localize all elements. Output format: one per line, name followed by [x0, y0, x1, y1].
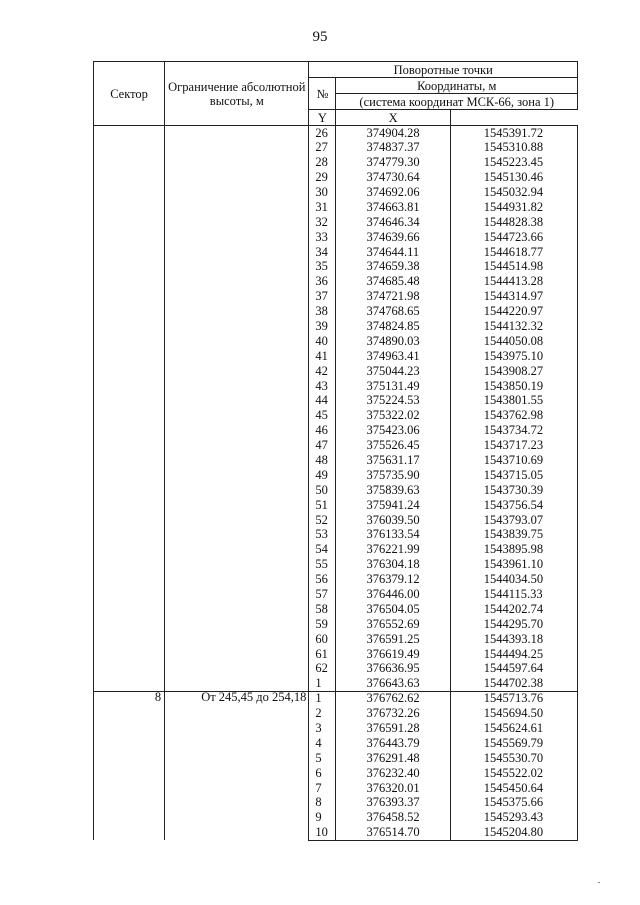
x-coordinate-cell: 1544702.38 [450, 676, 577, 691]
x-coordinate-cell: 1545569.79 [450, 736, 577, 751]
y-coordinate-cell: 376732.26 [336, 706, 450, 721]
x-coordinate-cell: 1543793.07 [450, 513, 577, 528]
point-number-cell: 29 [309, 170, 336, 185]
limit-header: Ограничение абсолютной высоты, м [165, 62, 309, 126]
x-coordinate-cell: 1545522.02 [450, 766, 577, 781]
point-number-cell: 52 [309, 513, 336, 528]
point-number-cell: 30 [309, 185, 336, 200]
y-coordinate-cell: 375839.63 [336, 483, 450, 498]
y-coordinate-cell: 374963.41 [336, 349, 450, 364]
x-coordinate-cell: 1545694.50 [450, 706, 577, 721]
point-number-cell: 6 [309, 766, 336, 781]
point-number-cell: 47 [309, 438, 336, 453]
point-number-cell: 3 [309, 721, 336, 736]
x-coordinate-cell: 1545530.70 [450, 751, 577, 766]
table-row [94, 691, 578, 706]
x-coordinate-cell: 1545375.66 [450, 796, 577, 811]
point-number-cell: 61 [309, 647, 336, 662]
point-number-cell: 60 [309, 632, 336, 647]
x-coordinate-cell: 1543756.54 [450, 498, 577, 513]
x-coordinate-cell: 1545310.88 [450, 140, 577, 155]
table-body [94, 126, 578, 841]
y-coordinate-cell: 375941.24 [336, 498, 450, 513]
sector-header: Сектор [94, 62, 165, 126]
y-coordinate-cell: 376232.40 [336, 766, 450, 781]
x-coordinate-cell: 1544295.70 [450, 617, 577, 632]
x-coordinate-cell: 1544413.28 [450, 274, 577, 289]
x-coordinate-cell: 1544314.97 [450, 289, 577, 304]
point-number-cell: 38 [309, 304, 336, 319]
number-header: № [309, 78, 336, 110]
x-coordinate-cell: 1543908.27 [450, 364, 577, 379]
y-coordinate-cell: 374837.37 [336, 140, 450, 155]
point-number-cell: 44 [309, 394, 336, 409]
coordinates-table [93, 61, 578, 841]
y-coordinate-cell: 375631.17 [336, 453, 450, 468]
y-coordinate-cell: 376636.95 [336, 662, 450, 677]
sector-cell [94, 126, 165, 692]
x-coordinate-cell: 1543839.75 [450, 528, 577, 543]
point-number-cell: 51 [309, 498, 336, 513]
point-number-cell: 5 [309, 751, 336, 766]
y-coordinate-cell: 374685.48 [336, 274, 450, 289]
point-number-cell: 9 [309, 810, 336, 825]
y-coordinate-cell: 374644.11 [336, 245, 450, 260]
point-number-cell: 1 [309, 691, 336, 706]
y-coordinate-cell: 375131.49 [336, 379, 450, 394]
x-coordinate-cell: 1544828.38 [450, 215, 577, 230]
x-coordinate-cell: 1545223.45 [450, 155, 577, 170]
sector-cell: 8 [94, 691, 165, 840]
point-number-cell: 54 [309, 542, 336, 557]
point-number-cell: 4 [309, 736, 336, 751]
y-coordinate-cell: 376458.52 [336, 810, 450, 825]
x-coordinate-cell: 1545713.76 [450, 691, 577, 706]
y-coordinate-cell: 374768.65 [336, 304, 450, 319]
y-coordinate-cell: 374890.03 [336, 334, 450, 349]
scan-speck [598, 882, 600, 883]
y-coordinate-cell: 375735.90 [336, 468, 450, 483]
y-coordinate-cell: 376762.62 [336, 691, 450, 706]
y-coordinate-cell: 376039.50 [336, 513, 450, 528]
y-coordinate-cell: 376393.37 [336, 796, 450, 811]
y-coordinate-cell: 374904.28 [336, 126, 450, 141]
point-number-cell: 45 [309, 408, 336, 423]
point-number-cell: 10 [309, 825, 336, 840]
point-number-cell: 32 [309, 215, 336, 230]
x-coordinate-cell: 1544931.82 [450, 200, 577, 215]
y-coordinate-cell: 375224.53 [336, 394, 450, 409]
point-number-cell: 40 [309, 334, 336, 349]
x-coordinate-cell: 1543710.69 [450, 453, 577, 468]
x-coordinate-cell: 1544050.08 [450, 334, 577, 349]
point-number-cell: 35 [309, 260, 336, 275]
point-number-cell: 42 [309, 364, 336, 379]
x-coordinate-cell: 1545624.61 [450, 721, 577, 736]
y-coordinate-cell: 375423.06 [336, 423, 450, 438]
x-coordinate-cell: 1544034.50 [450, 572, 577, 587]
x-coordinate-cell: 1544723.66 [450, 230, 577, 245]
y-coordinate-cell: 374721.98 [336, 289, 450, 304]
point-number-cell: 7 [309, 781, 336, 796]
point-number-cell: 46 [309, 423, 336, 438]
point-number-cell: 56 [309, 572, 336, 587]
x-coordinate-cell: 1544202.74 [450, 602, 577, 617]
x-coordinate-cell: 1545391.72 [450, 126, 577, 141]
x-coordinate-cell: 1545204.80 [450, 825, 577, 840]
y-coordinate-cell: 374663.81 [336, 200, 450, 215]
x-coordinate-cell: 1543961.10 [450, 557, 577, 572]
y-coordinate-cell: 376320.01 [336, 781, 450, 796]
x-coordinate-cell: 1544393.18 [450, 632, 577, 647]
y-coordinate-cell: 376504.05 [336, 602, 450, 617]
x-coordinate-cell: 1543975.10 [450, 349, 577, 364]
x-coordinate-cell: 1544514.98 [450, 260, 577, 275]
x-coordinate-cell: 1545450.64 [450, 781, 577, 796]
y-coordinate-cell: 375322.02 [336, 408, 450, 423]
x-coordinate-cell: 1543850.19 [450, 379, 577, 394]
x-coordinate-cell: 1543730.39 [450, 483, 577, 498]
y-coordinate-cell: 374824.85 [336, 319, 450, 334]
x-coordinate-cell: 1543717.23 [450, 438, 577, 453]
point-number-cell: 55 [309, 557, 336, 572]
point-number-cell: 62 [309, 662, 336, 677]
point-number-cell: 43 [309, 379, 336, 394]
y-coordinate-cell: 376133.54 [336, 528, 450, 543]
point-number-cell: 48 [309, 453, 336, 468]
y-coordinate-cell: 376379.12 [336, 572, 450, 587]
x-coordinate-cell: 1545130.46 [450, 170, 577, 185]
limit-cell: От 245,45 до 254,18 [165, 691, 309, 840]
turning-points-header: Поворотные точки [309, 62, 578, 78]
y-coordinate-cell: 374659.38 [336, 260, 450, 275]
x-coordinate-cell: 1544132.32 [450, 319, 577, 334]
x-coordinate-cell: 1544618.77 [450, 245, 577, 260]
y-coordinate-cell: 374639.66 [336, 230, 450, 245]
point-number-cell: 49 [309, 468, 336, 483]
table-row [94, 126, 578, 141]
point-number-cell: 2 [309, 706, 336, 721]
coordinates-header-line2: (система координат МСК-66, зона 1) [336, 94, 578, 110]
y-header: Y [309, 110, 336, 126]
point-number-cell: 37 [309, 289, 336, 304]
y-coordinate-cell: 376591.28 [336, 721, 450, 736]
x-coordinate-cell: 1544115.33 [450, 587, 577, 602]
x-coordinate-cell: 1543801.55 [450, 394, 577, 409]
y-coordinate-cell: 376304.18 [336, 557, 450, 572]
x-coordinate-cell: 1545032.94 [450, 185, 577, 200]
x-coordinate-cell: 1544494.25 [450, 647, 577, 662]
table-header [94, 62, 578, 126]
point-number-cell: 31 [309, 200, 336, 215]
point-number-cell: 57 [309, 587, 336, 602]
y-coordinate-cell: 376446.00 [336, 587, 450, 602]
y-coordinate-cell: 374646.34 [336, 215, 450, 230]
point-number-cell: 50 [309, 483, 336, 498]
point-number-cell: 41 [309, 349, 336, 364]
x-coordinate-cell: 1544220.97 [450, 304, 577, 319]
x-coordinate-cell: 1544597.64 [450, 662, 577, 677]
point-number-cell: 28 [309, 155, 336, 170]
point-number-cell: 58 [309, 602, 336, 617]
y-coordinate-cell: 375526.45 [336, 438, 450, 453]
point-number-cell: 39 [309, 319, 336, 334]
point-number-cell: 36 [309, 274, 336, 289]
point-number-cell: 33 [309, 230, 336, 245]
y-coordinate-cell: 376514.70 [336, 825, 450, 840]
point-number-cell: 34 [309, 245, 336, 260]
point-number-cell: 8 [309, 796, 336, 811]
y-coordinate-cell: 376291.48 [336, 751, 450, 766]
point-number-cell: 1 [309, 676, 336, 691]
x-coordinate-cell: 1543734.72 [450, 423, 577, 438]
y-coordinate-cell: 376643.63 [336, 676, 450, 691]
page-number: 95 [312, 29, 328, 45]
y-coordinate-cell: 374692.06 [336, 185, 450, 200]
point-number-cell: 26 [309, 126, 336, 141]
y-coordinate-cell: 374730.64 [336, 170, 450, 185]
y-coordinate-cell: 374779.30 [336, 155, 450, 170]
y-coordinate-cell: 376552.69 [336, 617, 450, 632]
x-coordinate-cell: 1543762.98 [450, 408, 577, 423]
x-header: X [336, 110, 450, 126]
y-coordinate-cell: 376591.25 [336, 632, 450, 647]
y-coordinate-cell: 376221.99 [336, 542, 450, 557]
y-coordinate-cell: 375044.23 [336, 364, 450, 379]
coordinates-header-line1: Координаты, м [336, 78, 578, 94]
limit-cell [165, 126, 309, 692]
point-number-cell: 53 [309, 528, 336, 543]
x-coordinate-cell: 1545293.43 [450, 810, 577, 825]
point-number-cell: 27 [309, 140, 336, 155]
y-coordinate-cell: 376619.49 [336, 647, 450, 662]
x-coordinate-cell: 1543715.05 [450, 468, 577, 483]
point-number-cell: 59 [309, 617, 336, 632]
y-coordinate-cell: 376443.79 [336, 736, 450, 751]
x-coordinate-cell: 1543895.98 [450, 542, 577, 557]
